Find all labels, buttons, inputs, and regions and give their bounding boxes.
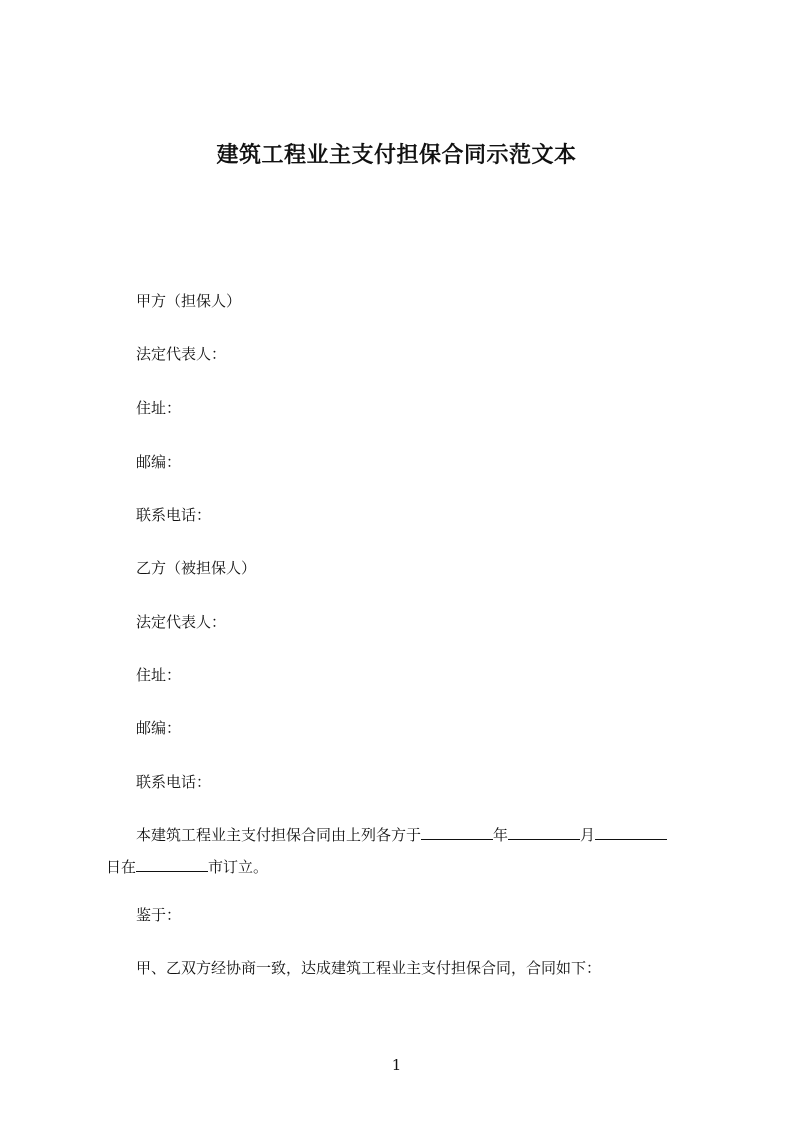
party-a-phone-label: 联系电话： <box>136 506 212 524</box>
party-b-heading: 乙方（被担保人） <box>136 559 257 577</box>
page-number: 1 <box>391 1056 402 1074</box>
day-at-label: 日在 <box>106 858 137 876</box>
year-blank <box>421 825 493 840</box>
year-label: 年 <box>493 826 509 844</box>
month-label: 月 <box>580 826 596 844</box>
party-a-heading: 甲方（担保人） <box>136 292 242 310</box>
intro-paragraph <box>106 824 706 888</box>
city-signed-label: 市订立。 <box>208 858 269 876</box>
party-b-legal-rep-label: 法定代表人： <box>136 613 227 631</box>
whereas-label: 鉴于： <box>136 906 182 924</box>
party-b-phone-label: 联系电话： <box>136 773 212 791</box>
city-blank <box>136 857 208 872</box>
intro-text: 本建筑工程业主支付担保合同由上列各方于 <box>136 826 422 844</box>
party-a-postcode-label: 邮编： <box>136 453 182 471</box>
party-a-legal-rep-label: 法定代表人： <box>136 345 227 363</box>
party-a-address-label: 住址： <box>136 399 182 417</box>
party-b-postcode-label: 邮编： <box>136 719 182 737</box>
agreement-statement: 甲、乙双方经协商一致，达成建筑工程业主支付担保合同，合同如下： <box>136 959 602 977</box>
month-blank <box>508 825 580 840</box>
intro-line-2 <box>106 856 706 888</box>
day-blank <box>595 825 667 840</box>
intro-line-1 <box>106 824 706 856</box>
party-b-address-label: 住址： <box>136 666 182 684</box>
document-title: 建筑工程业主支付担保合同示范文本 <box>216 143 577 168</box>
